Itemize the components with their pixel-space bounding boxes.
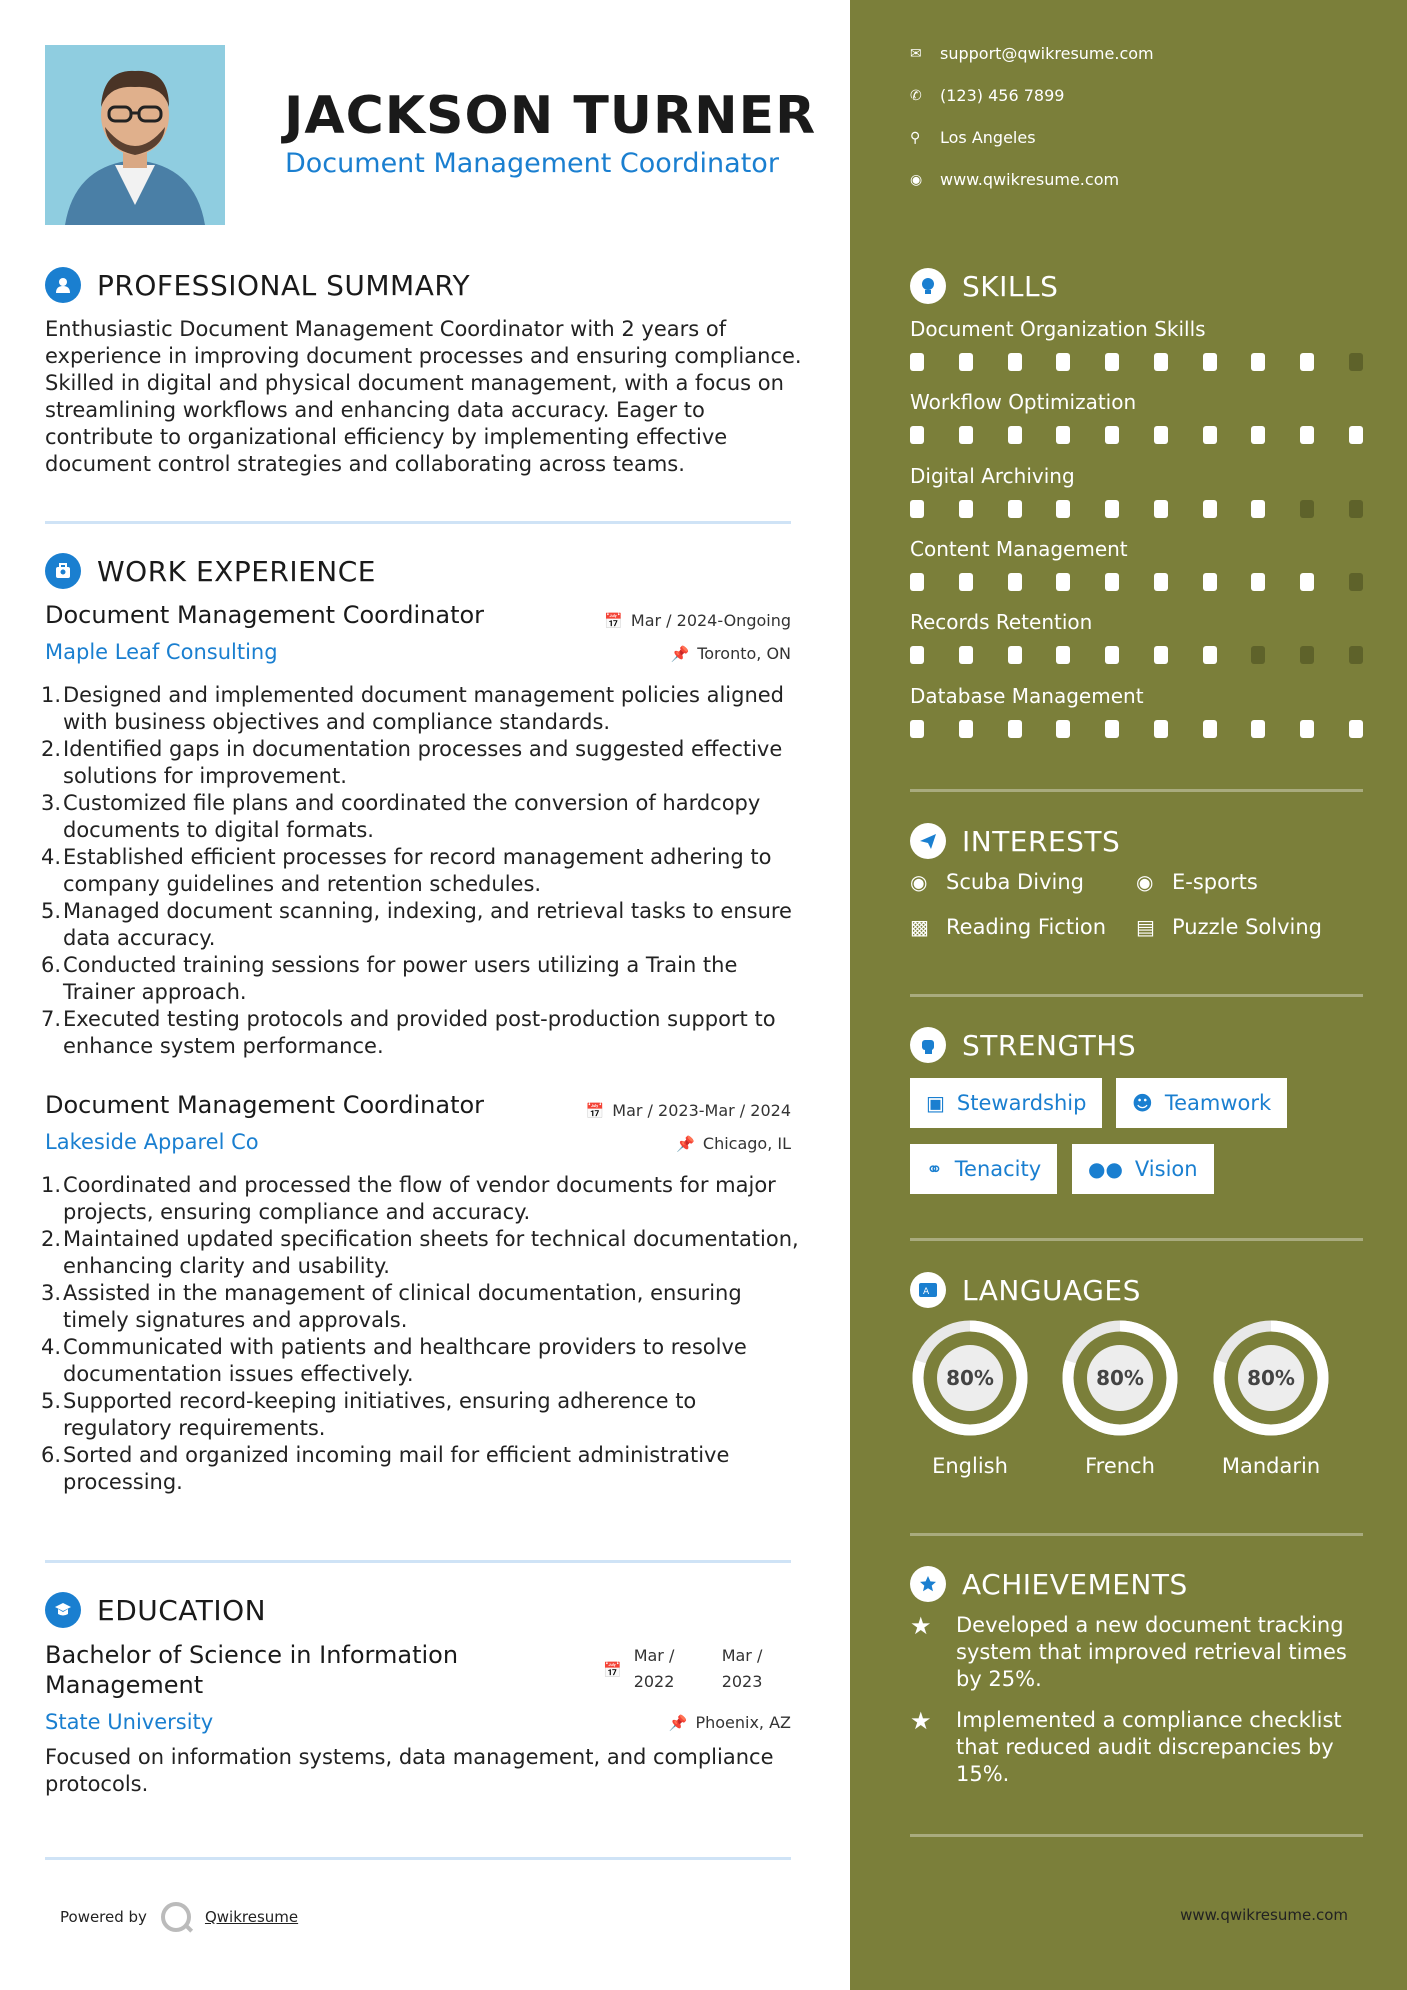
rating-dot-filled <box>1300 573 1314 591</box>
rating-dot-filled <box>1056 353 1070 371</box>
rating-dot-filled <box>910 573 924 591</box>
language-item <box>910 1318 1030 1478</box>
list-item: 4. Communicated with patients and healthcare providers to resolve documentation issues effectively. <box>41 1335 747 1386</box>
rating-dot-filled <box>1203 573 1217 591</box>
skill-name: Document Organization Skills <box>910 317 1206 341</box>
qwikresume-link[interactable]: Qwikresume <box>204 1908 299 1926</box>
divider <box>910 1238 1363 1241</box>
education-text: Focused on information systems, data management, and compliance protocols. <box>45 1745 774 1796</box>
star-icon: ★ <box>910 1707 932 1735</box>
job-location <box>676 1134 791 1153</box>
rating-dot-filled <box>1251 573 1265 591</box>
interest-item <box>1136 915 1322 939</box>
rating-dot-filled <box>1203 353 1217 371</box>
summary-title: PROFESSIONAL SUMMARY <box>97 268 471 302</box>
rating-dot-filled <box>959 426 973 444</box>
interest-label: Reading Fiction <box>946 915 1107 939</box>
achievement-text: Developed a new document tracking system that improved retrieval times by 25%. <box>956 1613 1347 1691</box>
language-percent: 80% <box>946 1366 994 1390</box>
briefcase-icon: ▣ <box>926 1091 945 1115</box>
divider <box>910 789 1363 792</box>
skill-rating <box>910 426 1363 444</box>
list-item: 3. Customized file plans and coordinated the conversion of hardcopy documents to digital formats. <box>41 791 761 842</box>
translate-icon <box>910 1272 946 1308</box>
divider <box>45 1560 791 1563</box>
powered-by <box>60 1902 298 1932</box>
list-item: 5. Supported record-keeping initiatives, ensuring adherence to regulatory requirements. <box>41 1389 697 1440</box>
qwikresume-logo-icon <box>161 1902 191 1932</box>
job-location-text: Toronto, ON <box>697 644 791 663</box>
rating-dot-filled <box>1105 353 1119 371</box>
powered-by-label: Powered by <box>60 1908 147 1926</box>
education-heading <box>45 1592 266 1628</box>
job-location <box>671 644 791 663</box>
interest-label: Puzzle Solving <box>1172 915 1322 939</box>
strengths-title: STRENGTHS <box>962 1028 1137 1062</box>
fist-icon <box>910 1027 946 1063</box>
website-text: www.qwikresume.com <box>940 170 1120 189</box>
sidebar <box>850 0 1407 1990</box>
job-date <box>604 611 791 630</box>
degree-title: Bachelor of Science in Information Management <box>45 1641 459 1699</box>
divider <box>45 521 791 524</box>
strength-badge <box>1116 1078 1287 1128</box>
calendar-icon: 📅 <box>604 611 623 630</box>
location-text: Los Angeles <box>940 128 1036 147</box>
divider <box>910 1834 1363 1837</box>
contact-phone[interactable] <box>910 86 1064 105</box>
job-duties <box>41 1172 805 1496</box>
achievement-item <box>910 1707 1363 1788</box>
rating-dot-empty <box>1251 646 1265 664</box>
rating-dot-filled <box>1008 720 1022 738</box>
rating-dot-filled <box>959 720 973 738</box>
strength-badge <box>1072 1144 1214 1194</box>
job-location-text: Chicago, IL <box>702 1134 791 1153</box>
interests-heading <box>910 823 1120 859</box>
job-date-text: Mar / 2023-Mar / 2024 <box>612 1101 791 1120</box>
rating-dot-empty <box>1349 500 1363 518</box>
interests-title: INTERESTS <box>962 824 1121 858</box>
strength-label: Tenacity <box>954 1157 1042 1181</box>
rating-dot-filled <box>1154 500 1168 518</box>
achievement-text: Implemented a compliance checklist that reduced audit discrepancies by 15%. <box>956 1708 1342 1786</box>
candidate-name: JACKSON TURNER <box>284 86 817 146</box>
education-start: Mar / 2022 <box>633 1646 675 1691</box>
rating-dot-filled <box>1349 426 1363 444</box>
language-ring <box>1211 1318 1331 1438</box>
rating-dot-empty <box>1300 500 1314 518</box>
interest-label: Scuba Diving <box>946 870 1084 894</box>
rating-dot-filled <box>959 500 973 518</box>
rating-dot-filled <box>1203 426 1217 444</box>
globe-icon: ◉ <box>910 171 923 188</box>
rating-dot-filled <box>1154 426 1168 444</box>
experience-heading <box>45 553 376 589</box>
languages-heading <box>910 1272 1141 1308</box>
skills-heading <box>910 268 1058 304</box>
rating-dot-filled <box>1105 646 1119 664</box>
rating-dot-filled <box>1300 426 1314 444</box>
email-text: support@qwikresume.com <box>940 44 1154 63</box>
users-icon: ☻ <box>1132 1091 1153 1115</box>
calendar-icon: 📅 <box>585 1101 605 1120</box>
rating-dot-filled <box>1154 573 1168 591</box>
rating-dot-filled <box>1203 646 1217 664</box>
job-company: Maple Leaf Consulting <box>45 640 278 664</box>
summary-heading <box>45 267 470 303</box>
language-name: English <box>932 1454 1008 1478</box>
skill-rating <box>910 500 1363 518</box>
rating-dot-filled <box>1154 646 1168 664</box>
rating-dot-filled <box>1008 353 1022 371</box>
lightbulb-icon <box>910 268 946 304</box>
language-item <box>1211 1318 1331 1478</box>
rating-dot-empty <box>1300 646 1314 664</box>
rating-dot-filled <box>1300 720 1314 738</box>
contact-location <box>910 128 1036 147</box>
rating-dot-filled <box>1105 573 1119 591</box>
skill-rating <box>910 573 1363 591</box>
strengths-heading <box>910 1027 1136 1063</box>
binoculars-icon: ●● <box>1088 1157 1123 1181</box>
rating-dot-filled <box>1056 500 1070 518</box>
job-date <box>586 1101 791 1120</box>
rating-dot-filled <box>1251 426 1265 444</box>
language-percent: 80% <box>1096 1366 1144 1390</box>
skill-name: Records Retention <box>910 610 1093 634</box>
language-name: Mandarin <box>1221 1454 1321 1478</box>
rating-dot-filled <box>1251 720 1265 738</box>
pin-icon: 📌 <box>670 644 690 663</box>
rating-dot-filled <box>1008 646 1022 664</box>
list-item: 2. Identified gaps in documentation processes and suggested effective solutions for improvement. <box>41 737 783 788</box>
list-item: 7. Executed testing protocols and provided post-production support to enhance system performance. <box>41 1007 776 1058</box>
skill-name: Database Management <box>910 684 1144 708</box>
rating-dot-filled <box>1203 720 1217 738</box>
book-icon: ▤ <box>1136 915 1155 939</box>
skill-rating <box>910 353 1363 371</box>
paper-plane-icon <box>910 823 946 859</box>
skill-name: Digital Archiving <box>910 464 1075 488</box>
rating-dot-filled <box>910 646 924 664</box>
education-dates <box>603 1643 782 1695</box>
skill-rating <box>910 720 1363 738</box>
rating-dot-filled <box>1154 353 1168 371</box>
education-location <box>669 1713 791 1732</box>
job-title: Document Management Coordinator <box>45 1091 485 1119</box>
education-title: EDUCATION <box>97 1593 267 1627</box>
rating-dot-filled <box>1105 720 1119 738</box>
list-item: 2. Maintained updated specification sheets for technical documentation, enhancing clarity and usability. <box>41 1227 799 1278</box>
footer-site-link[interactable]: www.qwikresume.com <box>1180 1906 1348 1924</box>
interest-label: E-sports <box>1172 870 1258 894</box>
rating-dot-filled <box>959 573 973 591</box>
rating-dot-filled <box>1300 353 1314 371</box>
school-name: State University <box>45 1710 214 1734</box>
skills-title: SKILLS <box>962 269 1059 303</box>
candidate-role: Document Management Coordinator <box>285 148 779 179</box>
education-location-text: Phoenix, AZ <box>695 1713 791 1732</box>
language-item <box>1060 1318 1180 1478</box>
language-percent: 80% <box>1247 1366 1295 1390</box>
lifebuoy-icon: ◉ <box>1136 870 1154 894</box>
skill-name: Workflow Optimization <box>910 390 1137 414</box>
rating-dot-filled <box>1105 500 1119 518</box>
rating-dot-filled <box>1008 500 1022 518</box>
rating-dot-filled <box>1154 720 1168 738</box>
briefcase-user-icon <box>45 553 81 589</box>
interest-item <box>910 870 1084 894</box>
rating-dot-filled <box>910 426 924 444</box>
divider <box>910 994 1363 997</box>
rating-dot-filled <box>1105 426 1119 444</box>
list-item: 4. Established efficient processes for record management adhering to company guidelines and retention schedules. <box>41 845 772 896</box>
education-end: Mar / 2023 <box>721 1646 763 1691</box>
phone-text: (123) 456 7899 <box>940 86 1065 105</box>
rating-dot-filled <box>1008 426 1022 444</box>
rating-dot-filled <box>1203 500 1217 518</box>
language-name: French <box>1085 1454 1155 1478</box>
pin-icon: 📌 <box>668 1713 688 1732</box>
gamepad-icon: ▩ <box>910 915 929 939</box>
interest-item <box>910 915 1106 939</box>
list-item: 5. Managed document scanning, indexing, and retrieval tasks to ensure data accuracy. <box>41 899 792 950</box>
pin-icon: 📌 <box>676 1134 695 1153</box>
location-pin-icon: ⚲ <box>910 129 921 146</box>
rating-dot-filled <box>1056 646 1070 664</box>
strength-label: Stewardship <box>956 1091 1087 1115</box>
star-icon: ★ <box>910 1612 932 1640</box>
list-item: 6. Conducted training sessions for power users utilizing a Train the Trainer approach. <box>41 953 738 1004</box>
experience-title: WORK EXPERIENCE <box>97 554 376 588</box>
job-duties <box>41 682 805 1060</box>
rating-dot-filled <box>1056 573 1070 591</box>
job-date-text: Mar / 2024-Ongoing <box>630 611 791 630</box>
skill-rating <box>910 646 1363 664</box>
rating-dot-filled <box>910 500 924 518</box>
strength-badge <box>910 1144 1057 1194</box>
rating-dot-filled <box>1251 500 1265 518</box>
achievements-heading <box>910 1566 1188 1602</box>
achievement-item <box>910 1612 1363 1693</box>
rating-dot-filled <box>1008 573 1022 591</box>
graduate-icon <box>45 1592 81 1628</box>
strength-badge <box>910 1078 1102 1128</box>
strength-label: Vision <box>1134 1157 1198 1181</box>
list-item: 3. Assisted in the management of clinical documentation, ensuring timely signatures and approvals. <box>41 1281 742 1332</box>
rating-dot-filled <box>1056 720 1070 738</box>
profile-photo <box>45 45 225 225</box>
rating-dot-filled <box>910 353 924 371</box>
rating-dot-filled <box>1056 426 1070 444</box>
list-item: 6. Sorted and organized incoming mail for efficient administrative processing. <box>41 1443 730 1494</box>
language-ring <box>1060 1318 1180 1438</box>
divider <box>910 1533 1363 1536</box>
job-title: Document Management Coordinator <box>45 601 485 629</box>
divider <box>45 1857 791 1860</box>
rating-dot-filled <box>959 353 973 371</box>
summary-text: Enthusiastic Document Management Coordinator with 2 years of experience in improving document processes and ensuring compliance. Skilled in digital and physical document management, with a focus on streamlining workflows and enhancing data accuracy. Eager to contribute to organizational efficiency by implementing effective document control strategies and collaborating across teams. <box>45 317 802 476</box>
strength-label: Teamwork <box>1164 1091 1272 1115</box>
user-icon <box>45 267 81 303</box>
lifebuoy-icon: ◉ <box>910 870 928 894</box>
job-company: Lakeside Apparel Co <box>45 1130 259 1154</box>
rating-dot-filled <box>1349 720 1363 738</box>
contact-email[interactable] <box>910 44 1154 63</box>
skill-name: Content Management <box>910 537 1128 561</box>
achievements-title: ACHIEVEMENTS <box>962 1567 1188 1601</box>
list-item: 1. Designed and implemented document management policies aligned with business objectives and compliance standards. <box>41 683 785 734</box>
rating-dot-filled <box>959 646 973 664</box>
calendar-icon: 📅 <box>603 1661 622 1679</box>
phone-icon: ✆ <box>910 87 922 104</box>
rating-dot-empty <box>1349 353 1363 371</box>
envelope-icon: ✉ <box>910 45 922 62</box>
star-badge-icon <box>910 1566 946 1602</box>
interest-item <box>1136 870 1258 894</box>
rating-dot-empty <box>1349 646 1363 664</box>
rating-dot-filled <box>1251 353 1265 371</box>
rating-dot-filled <box>910 720 924 738</box>
rating-dot-empty <box>1349 573 1363 591</box>
languages-title: LANGUAGES <box>962 1273 1141 1307</box>
language-ring <box>910 1318 1030 1438</box>
contact-website[interactable] <box>910 170 1119 189</box>
link-icon: ⚭ <box>926 1157 943 1181</box>
list-item: 1. Coordinated and processed the flow of vendor documents for major projects, ensuring compliance and accuracy. <box>41 1173 776 1224</box>
svg-text:A: A <box>923 1287 930 1297</box>
